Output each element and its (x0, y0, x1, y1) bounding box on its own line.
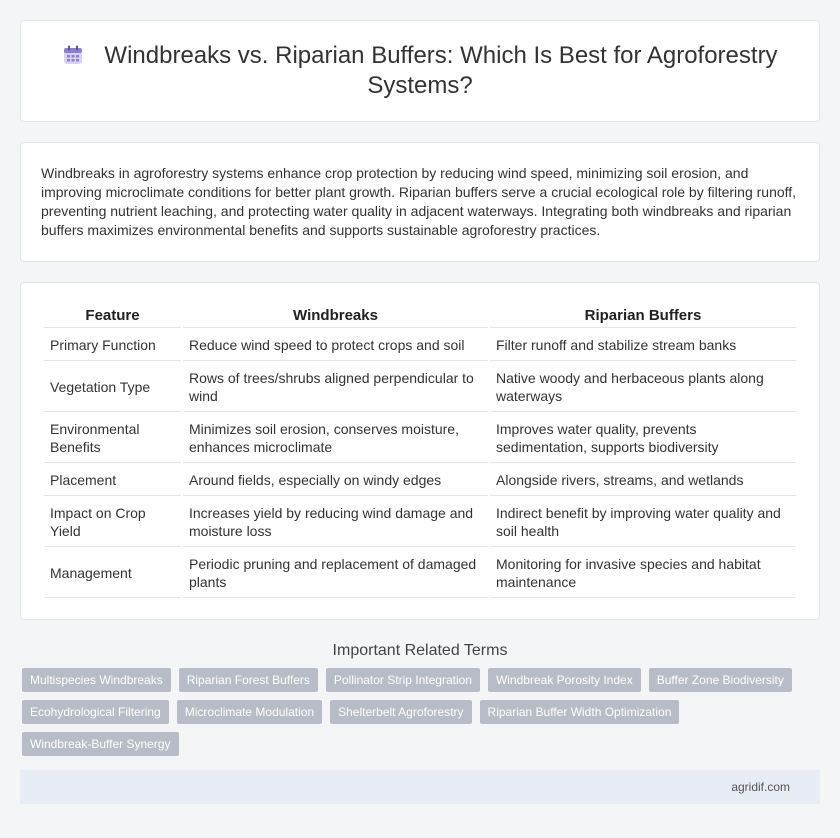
related-term-tag[interactable]: Multispecies Windbreaks (22, 668, 171, 692)
related-terms-title: Important Related Terms (332, 642, 508, 659)
page-title-wrap (61, 41, 779, 101)
related-term-tag[interactable]: Windbreak Porosity Index (488, 668, 641, 692)
related-term-tag[interactable]: Shelterbelt Agroforestry (330, 700, 471, 724)
related-term-tag[interactable]: Riparian Forest Buffers (179, 668, 318, 692)
header-feature: Feature (44, 301, 181, 328)
table-row (44, 412, 796, 463)
related-term-tag[interactable]: Windbreak-Buffer Synergy (22, 732, 179, 756)
header-riparian-buffers: Riparian Buffers (490, 301, 796, 328)
related-terms-list (22, 668, 818, 764)
intro-paragraph: Windbreaks in agroforestry systems enhance crop protection by reducing wind speed, minimizing soil erosion, and improving microclimate conditions for better plant growth. Riparian buffers serve a crucial ecological role by filtering runoff, preventing nutrient leaching, and protecting water quality in adjacent waterways. Integrating both windbreaks and riparian buffers maximizes environmental benefits and supports sustainable agroforestry practices. (41, 165, 797, 238)
windbreaks-cell: Increases yield by reducing wind damage and moisture loss (183, 496, 488, 547)
table-row (44, 328, 796, 361)
table-row (44, 496, 796, 547)
related-term-tag[interactable]: Ecohydrological Filtering (22, 700, 169, 724)
feature-cell: Management (44, 547, 181, 598)
comparison-card (20, 282, 820, 620)
table-row (44, 463, 796, 496)
riparian-cell: Filter runoff and stabilize stream banks (490, 328, 796, 361)
feature-cell: Vegetation Type (44, 361, 181, 412)
feature-cell: Primary Function (44, 328, 181, 361)
riparian-cell: Alongside rivers, streams, and wetlands (490, 463, 796, 496)
windbreaks-cell: Minimizes soil erosion, conserves moisture, enhances microclimate (183, 412, 488, 463)
feature-cell: Placement (44, 463, 181, 496)
table-row (44, 547, 796, 598)
footer (20, 770, 820, 804)
page-title: Windbreaks vs. Riparian Buffers: Which Is Best for Agroforestry Systems? (104, 42, 778, 99)
riparian-cell: Monitoring for invasive species and habitat maintenance (490, 547, 796, 598)
feature-cell: Environmental Benefits (44, 412, 181, 463)
windbreaks-cell: Periodic pruning and replacement of damaged plants (183, 547, 488, 598)
table-row (44, 361, 796, 412)
table-header-row (44, 301, 796, 328)
windbreaks-cell: Rows of trees/shrubs aligned perpendicular to wind (183, 361, 488, 412)
windbreaks-cell: Around fields, especially on windy edges (183, 463, 488, 496)
comparison-table (42, 301, 798, 598)
related-term-tag[interactable]: Microclimate Modulation (177, 700, 322, 724)
header-card (20, 20, 820, 122)
header-windbreaks: Windbreaks (183, 301, 488, 328)
calendar-icon (62, 44, 84, 66)
intro-card (20, 142, 820, 262)
related-term-tag[interactable]: Riparian Buffer Width Optimization (480, 700, 680, 724)
windbreaks-cell: Reduce wind speed to protect crops and soil (183, 328, 488, 361)
riparian-cell: Native woody and herbaceous plants along waterways (490, 361, 796, 412)
related-term-tag[interactable]: Buffer Zone Biodiversity (649, 668, 792, 692)
riparian-cell: Indirect benefit by improving water quality and soil health (490, 496, 796, 547)
related-term-tag[interactable]: Pollinator Strip Integration (326, 668, 480, 692)
riparian-cell: Improves water quality, prevents sedimentation, supports biodiversity (490, 412, 796, 463)
footer-site-link[interactable]: agridif.com (731, 780, 790, 794)
feature-cell: Impact on Crop Yield (44, 496, 181, 547)
